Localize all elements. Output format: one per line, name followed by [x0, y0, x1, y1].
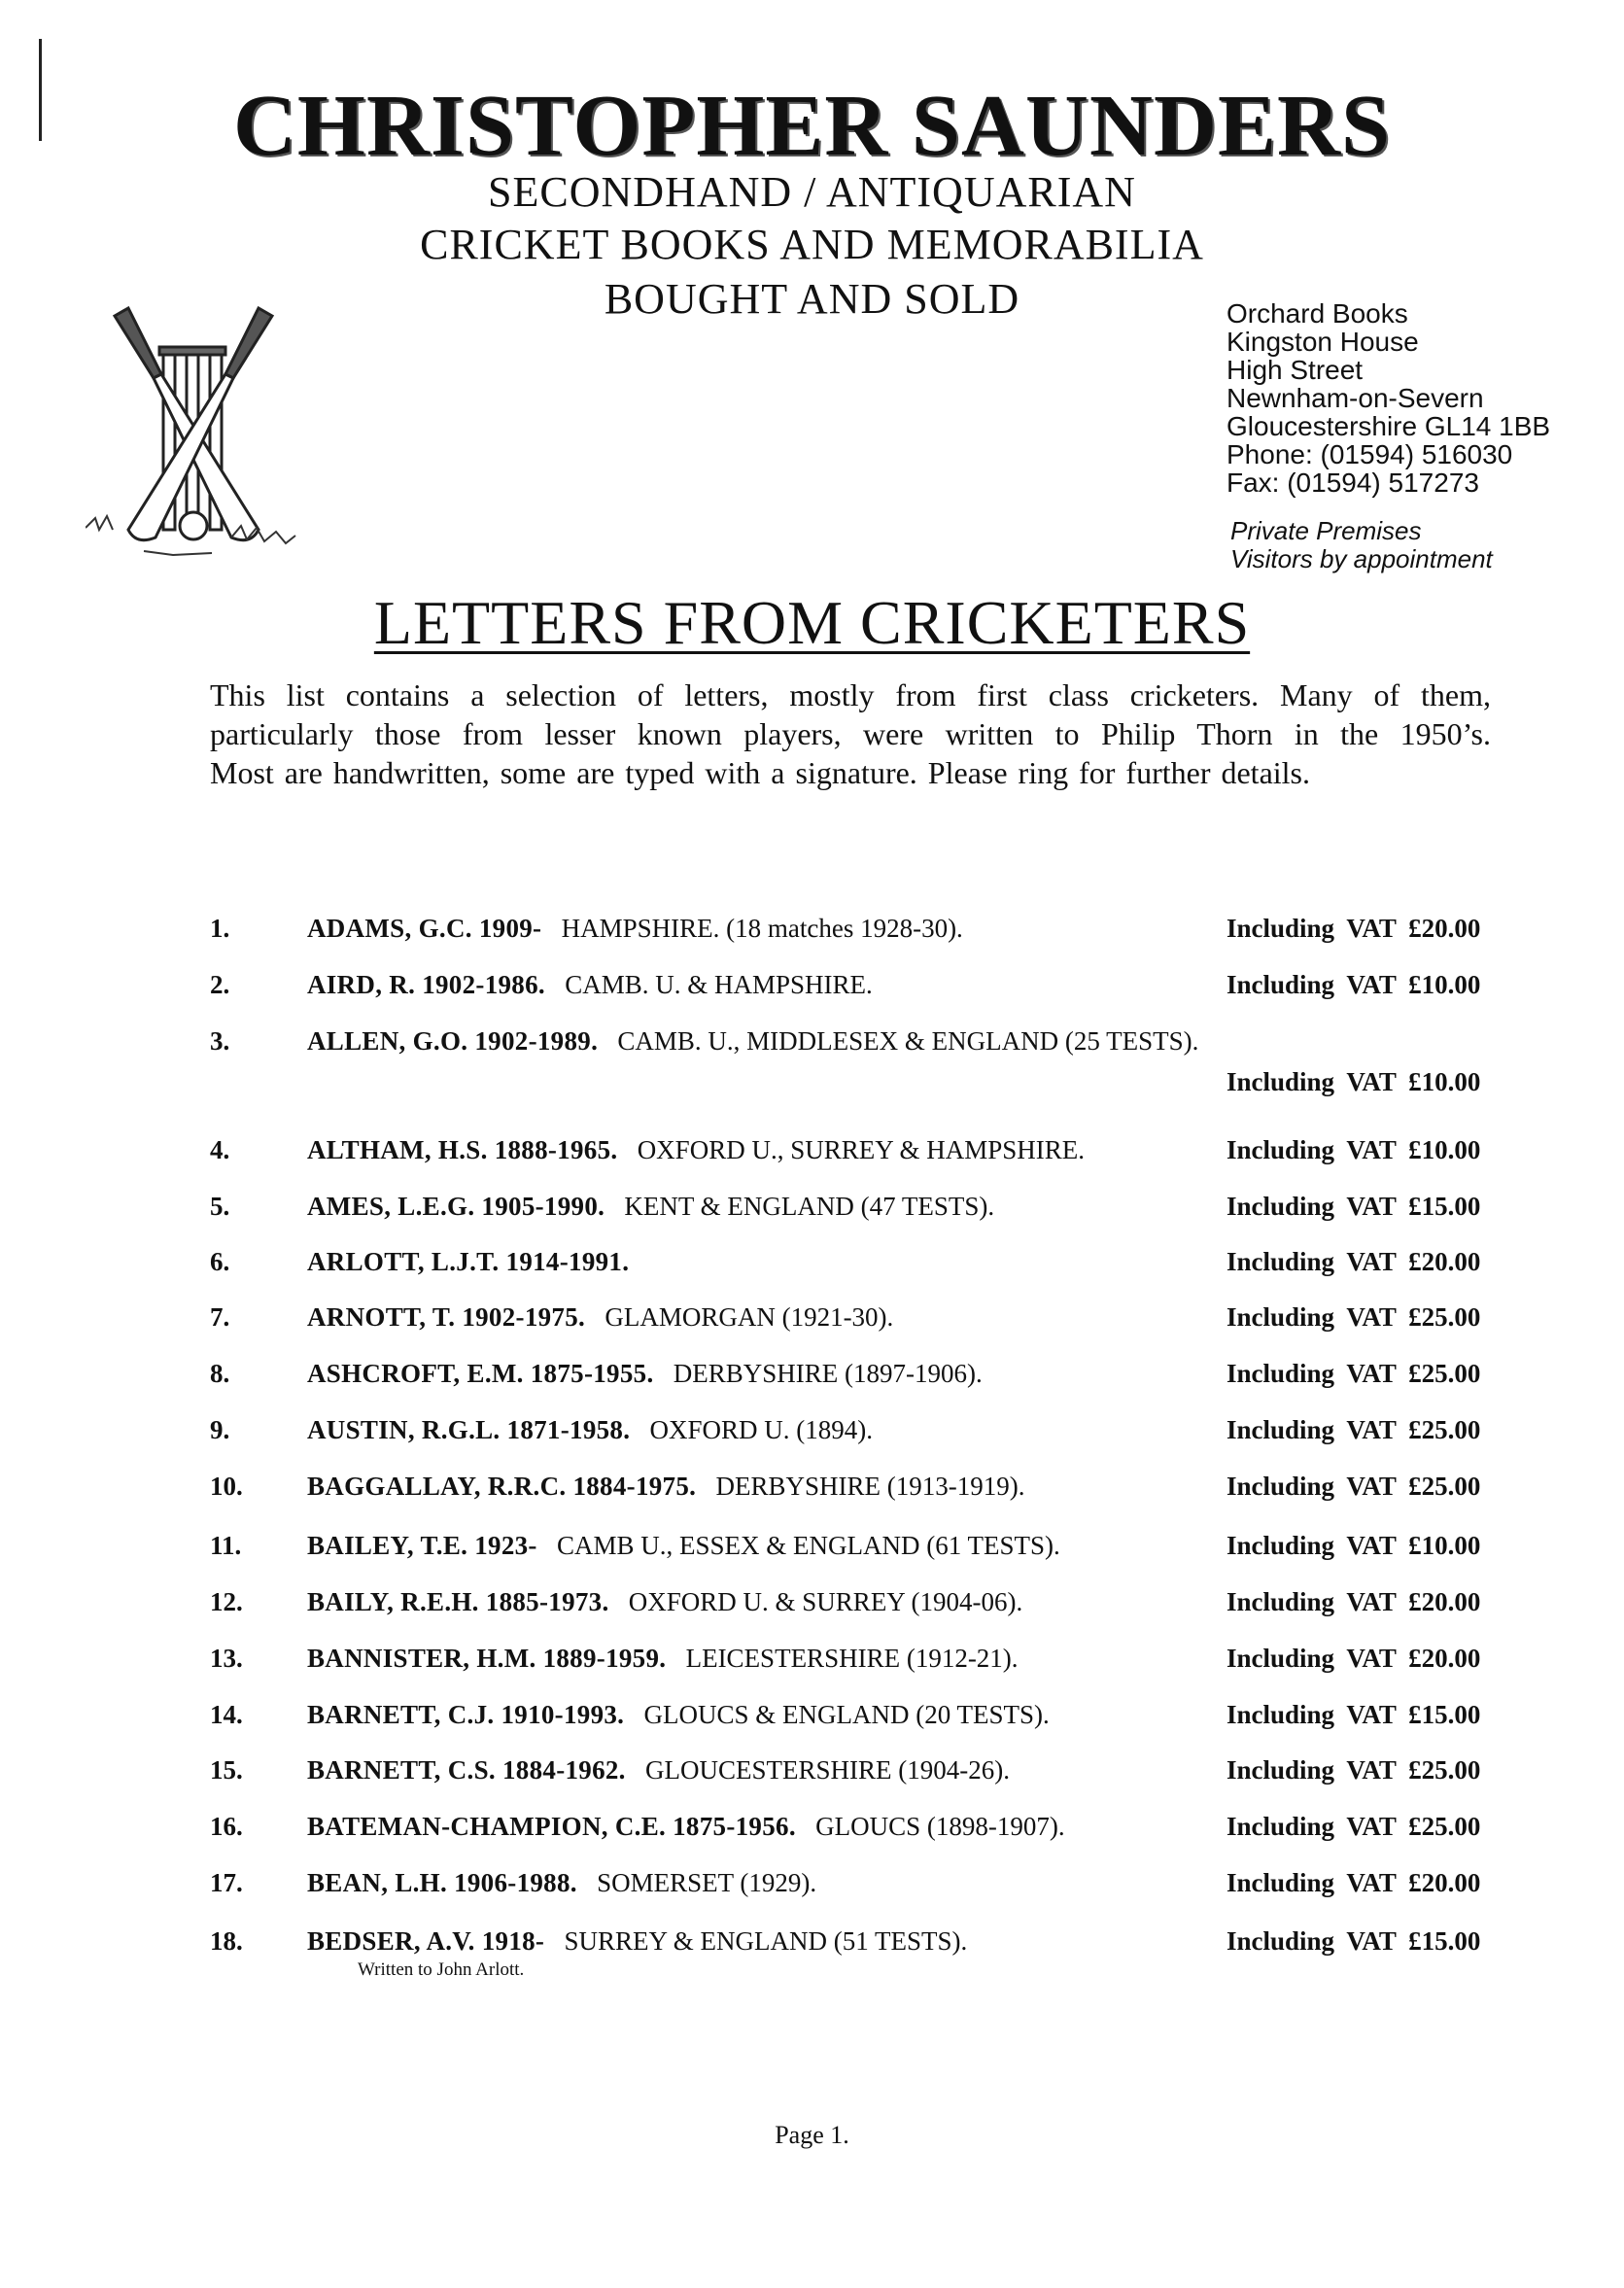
- page-title-text: LETTERS FROM CRICKETERS: [373, 588, 1251, 657]
- item-price: Including VAT £10.00: [1227, 1135, 1481, 1164]
- list-item: [0, 1247, 1624, 1286]
- item-note: Written to John Arlott.: [358, 1959, 525, 1980]
- list-item: [0, 914, 1624, 953]
- list-item: [0, 1587, 1624, 1626]
- item-description: [307, 1135, 1085, 1165]
- cricketer-name: BAGGALLAY, R.R.C. 1884-1975.: [307, 1472, 697, 1501]
- cricketer-teams: OXFORD U., SURREY & HAMPSHIRE.: [637, 1135, 1086, 1164]
- item-description: [307, 1700, 1050, 1730]
- cricketer-name: BARNETT, C.J. 1910-1993.: [307, 1700, 625, 1729]
- cricketer-teams: KENT & ENGLAND (47 TESTS).: [624, 1192, 995, 1221]
- cricketer-name: BATEMAN-CHAMPION, C.E. 1875-1956.: [307, 1812, 796, 1841]
- list-item: [0, 1755, 1624, 1794]
- list-item: [0, 1926, 1624, 1980]
- item-price: Including VAT £15.00: [1227, 1700, 1481, 1729]
- cricketer-name: ALLEN, G.O. 1902-1989.: [307, 1026, 599, 1056]
- list-item: [0, 1192, 1624, 1231]
- item-number: 8.: [210, 1359, 230, 1388]
- list-item: [0, 1868, 1624, 1907]
- list-item: [0, 1359, 1624, 1398]
- premises-line: Visitors by appointment: [1230, 544, 1493, 573]
- page-title: [0, 587, 1624, 659]
- cricketer-teams: GLOUCS (1898-1907).: [815, 1812, 1065, 1841]
- item-price: Including VAT £25.00: [1227, 1302, 1481, 1332]
- cricketer-name: BANNISTER, H.M. 1889-1959.: [307, 1644, 667, 1673]
- cricketer-name: ARLOTT, L.J.T. 1914-1991.: [307, 1247, 630, 1276]
- item-number: 15.: [210, 1755, 243, 1785]
- item-number: 13.: [210, 1644, 243, 1673]
- cricketer-teams: CAMB. U., MIDDLESEX & ENGLAND (25 TESTS).: [617, 1026, 1199, 1056]
- item-description: [307, 1531, 1060, 1561]
- intro-line: Most are handwritten, some are typed with a signature. Please ring for further details.: [210, 755, 1310, 790]
- item-number: 7.: [210, 1302, 230, 1332]
- premises-line: Private Premises: [1230, 516, 1422, 545]
- cricketer-name: AMES, L.E.G. 1905-1990.: [307, 1192, 605, 1221]
- list-item: [0, 970, 1624, 1009]
- item-price: Including VAT £25.00: [1227, 1755, 1481, 1785]
- item-price: Including VAT £10.00: [1227, 970, 1481, 999]
- cricketer-name: AUSTIN, R.G.L. 1871-1958.: [307, 1415, 631, 1444]
- tagline-line-1: SECONDHAND / ANTIQUARIAN: [488, 168, 1136, 216]
- list-item: [0, 1472, 1624, 1510]
- fax-number: Fax: (01594) 517273: [1227, 468, 1479, 498]
- cricketer-name: ARNOTT, T. 1902-1975.: [307, 1302, 586, 1332]
- item-description: [307, 1472, 1024, 1502]
- item-description: [307, 1192, 994, 1222]
- list-item: [0, 1644, 1624, 1682]
- premises-note: [1230, 517, 1493, 573]
- address-line: Newnham-on-Severn: [1227, 383, 1484, 413]
- item-number: 11.: [210, 1531, 242, 1560]
- cricketer-teams: GLOUCESTERSHIRE (1904-26).: [644, 1755, 1010, 1785]
- list-item: [0, 1026, 1624, 1096]
- cricketer-name: ALTHAM, H.S. 1888-1965.: [307, 1135, 618, 1164]
- item-price: Including VAT £20.00: [1227, 1868, 1481, 1897]
- item-price: Including VAT £20.00: [1227, 1247, 1481, 1276]
- item-description: [307, 1026, 1198, 1057]
- cricketer-name: AIRD, R. 1902-1986.: [307, 970, 545, 999]
- item-description: [307, 1812, 1065, 1842]
- item-description: [307, 914, 963, 944]
- cricketer-teams: SOMERSET (1929).: [597, 1868, 817, 1897]
- item-price: Including VAT £20.00: [1227, 1587, 1481, 1616]
- item-number: 5.: [210, 1192, 230, 1221]
- cricketer-name: BAILEY, T.E. 1923-: [307, 1531, 537, 1560]
- cricketer-teams: CAMB. U. & HAMPSHIRE.: [565, 970, 873, 999]
- cricketer-teams: GLAMORGAN (1921-30).: [605, 1302, 894, 1332]
- item-price: Including VAT £10.00: [1227, 1531, 1481, 1560]
- page-number: Page 1.: [775, 2121, 849, 2149]
- item-price: Including VAT £15.00: [1227, 1926, 1481, 1956]
- cricketer-name: BAILY, R.E.H. 1885-1973.: [307, 1587, 609, 1616]
- cricketer-teams: CAMB U., ESSEX & ENGLAND (61 TESTS).: [556, 1531, 1060, 1560]
- list-item: [0, 1812, 1624, 1851]
- cricketer-teams: HAMPSHIRE. (18 matches 1928-30).: [561, 914, 963, 943]
- item-description: [307, 1415, 873, 1445]
- address-line: High Street: [1227, 355, 1364, 385]
- item-number: 9.: [210, 1415, 230, 1444]
- item-price: Including VAT £25.00: [1227, 1812, 1481, 1841]
- crossed-cricket-bats-and-stumps-icon: [86, 306, 301, 559]
- item-description: [307, 1359, 983, 1389]
- list-item: [0, 1531, 1624, 1570]
- tagline-line-2: CRICKET BOOKS AND MEMORABILIA: [420, 221, 1204, 268]
- item-price: Including VAT £10.00: [1227, 1067, 1481, 1096]
- cricketer-name: BEAN, L.H. 1906-1988.: [307, 1868, 577, 1897]
- address-line: Gloucestershire GL14 1BB: [1227, 411, 1551, 441]
- item-description: [307, 970, 873, 1000]
- address-line: Orchard Books: [1227, 298, 1408, 329]
- cricketer-teams: DERBYSHIRE (1913-1919).: [715, 1472, 1025, 1501]
- list-item: [0, 1415, 1624, 1454]
- cricketer-teams: OXFORD U. & SURREY (1904-06).: [628, 1587, 1023, 1616]
- item-number: 12.: [210, 1587, 243, 1616]
- cricketer-name: ADAMS, G.C. 1909-: [307, 914, 542, 943]
- item-description: [307, 1247, 649, 1277]
- cricketer-name: ASHCROFT, E.M. 1875-1955.: [307, 1359, 654, 1388]
- address-block: [1227, 299, 1550, 497]
- address-line: Kingston House: [1227, 327, 1419, 357]
- tagline-line-3: BOUGHT AND SOLD: [604, 275, 1020, 323]
- phone-number: Phone: (01594) 516030: [1227, 439, 1513, 469]
- item-number: 14.: [210, 1700, 243, 1729]
- item-price: Including VAT £20.00: [1227, 1644, 1481, 1673]
- item-description: [307, 1868, 816, 1898]
- item-number: 16.: [210, 1812, 243, 1841]
- list-item: [0, 1135, 1624, 1174]
- item-price: Including VAT £25.00: [1227, 1472, 1481, 1501]
- item-price: Including VAT £20.00: [1227, 914, 1481, 943]
- intro-line: This list contains a selection of letters, mostly from first class cricketers. Many of them,: [210, 677, 1491, 712]
- list-item: [0, 1700, 1624, 1739]
- item-number: 2.: [210, 970, 230, 999]
- item-description: [307, 1926, 967, 1957]
- item-description: [307, 1302, 893, 1333]
- item-number: 3.: [210, 1026, 230, 1056]
- item-price: Including VAT £25.00: [1227, 1415, 1481, 1444]
- brand-title: CHRISTOPHER SAUNDERS: [232, 78, 1392, 174]
- item-price: Including VAT £25.00: [1227, 1359, 1481, 1388]
- item-description: [307, 1587, 1022, 1617]
- cricketer-teams: OXFORD U. (1894).: [649, 1415, 874, 1444]
- cricketer-teams: SURREY & ENGLAND (51 TESTS).: [564, 1926, 968, 1956]
- item-description: [307, 1644, 1019, 1674]
- item-price: Including VAT £15.00: [1227, 1192, 1481, 1221]
- intro-paragraph: [210, 676, 1491, 792]
- item-number: 4.: [210, 1135, 230, 1164]
- cricketer-teams: DERBYSHIRE (1897-1906).: [673, 1359, 983, 1388]
- cricketer-teams: GLOUCS & ENGLAND (20 TESTS).: [643, 1700, 1050, 1729]
- item-number: 1.: [210, 914, 230, 943]
- item-number: 6.: [210, 1247, 230, 1276]
- item-description: [307, 1755, 1010, 1785]
- cricketer-teams: LEICESTERSHIRE (1912-21).: [685, 1644, 1019, 1673]
- cricketer-name: BEDSER, A.V. 1918-: [307, 1926, 545, 1956]
- intro-line: particularly those from lesser known players, were written to Philip Thorn in the 1950’s.: [210, 716, 1491, 751]
- item-number: 10.: [210, 1472, 243, 1501]
- item-number: 17.: [210, 1868, 243, 1897]
- cricketer-name: BARNETT, C.S. 1884-1962.: [307, 1755, 626, 1785]
- item-number: 18.: [210, 1926, 243, 1956]
- list-item: [0, 1302, 1624, 1341]
